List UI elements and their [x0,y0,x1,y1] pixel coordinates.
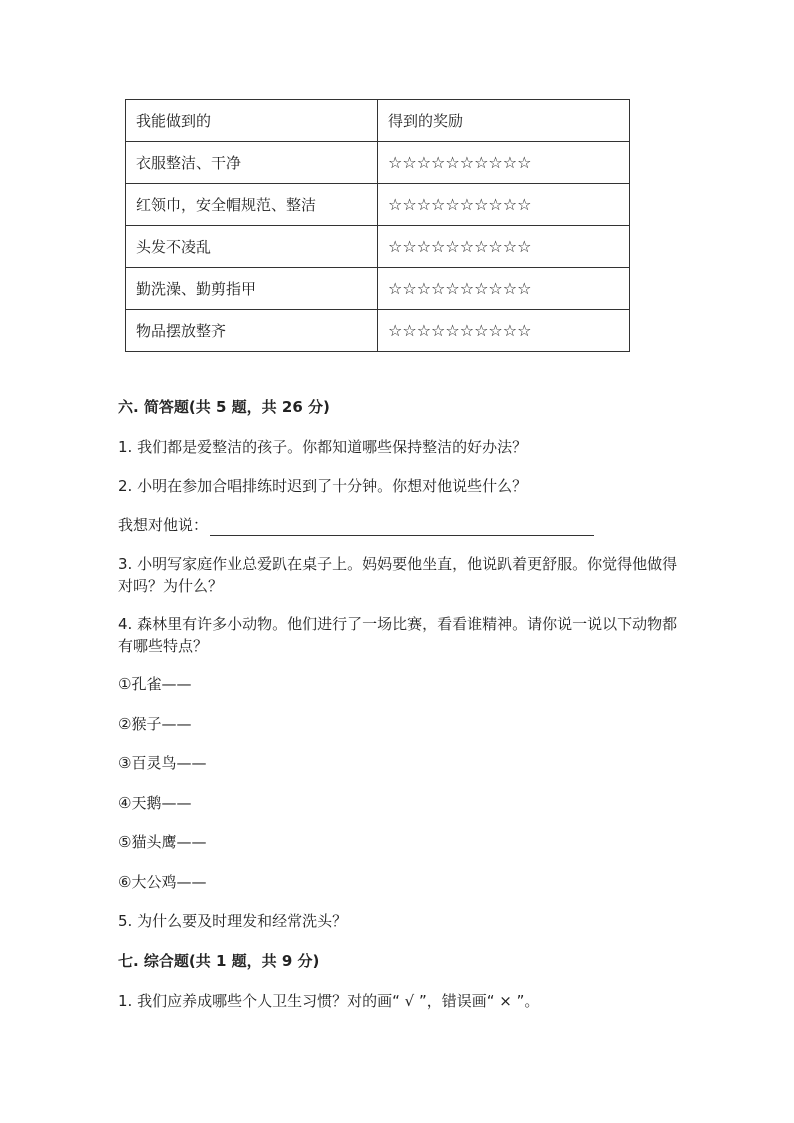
animal-item: ③百灵鸟—— [118,754,207,772]
answer-blank[interactable] [210,517,594,536]
table-row [126,142,630,184]
question-4: 4. 森林里有许多小动物。他们进行了一场比赛，看看谁精神。请你说一说以下动物都有哪些特点？ [118,615,678,655]
table-header-item: 我能做到的 [126,100,378,142]
section7-question-1: 1. 我们应养成哪些个人卫生习惯？对的画“ √ ”，错误画“ × ”。 [118,992,540,1010]
animal-item: ①孔雀—— [118,675,192,693]
table-cell-item: 衣服整洁、干净 [126,142,378,184]
table-header-row [126,100,630,142]
animal-item: ⑤猫头鹰—— [118,833,207,851]
table-cell-item: 勤洗澡、勤剪指甲 [126,268,378,310]
animal-item: ⑥大公鸡—— [118,873,207,891]
question-2: 2. 小明在参加合唱排练时迟到了十分钟。你想对他说些什么？ [118,477,528,495]
question-1: 1. 我们都是爱整洁的孩子。你都知道哪些保持整洁的好办法？ [118,438,528,456]
answer-prompt: 我想对他说： [118,516,209,534]
animal-item: ④天鹅—— [118,794,192,812]
table-cell-stars: ☆☆☆☆☆☆☆☆☆☆ [378,268,630,310]
table-row [126,268,630,310]
question-3: 3. 小明写家庭作业总爱趴在桌子上。妈妈要他坐直，他说趴着更舒服。你觉得他做得对吗？为什么？ [118,555,678,595]
table-header-reward: 得到的奖励 [378,100,630,142]
table-cell-item: 物品摆放整齐 [126,310,378,352]
table-row [126,226,630,268]
question-5: 5. 为什么要及时理发和经常洗头？ [118,912,348,930]
reward-table [125,99,630,352]
section6-heading: 六. 简答题(共 5 题，共 26 分) [118,398,330,416]
table-cell-stars: ☆☆☆☆☆☆☆☆☆☆ [378,226,630,268]
table-row [126,184,630,226]
table-cell-item: 红领巾，安全帽规范、整洁 [126,184,378,226]
table-cell-stars: ☆☆☆☆☆☆☆☆☆☆ [378,142,630,184]
table-cell-item: 头发不凌乱 [126,226,378,268]
section7-heading: 七. 综合题(共 1 题，共 9 分) [118,952,320,970]
animal-item: ②猴子—— [118,715,192,733]
table-cell-stars: ☆☆☆☆☆☆☆☆☆☆ [378,184,630,226]
table-row [126,310,630,352]
table-cell-stars: ☆☆☆☆☆☆☆☆☆☆ [378,310,630,352]
answer-line-row [118,514,594,536]
